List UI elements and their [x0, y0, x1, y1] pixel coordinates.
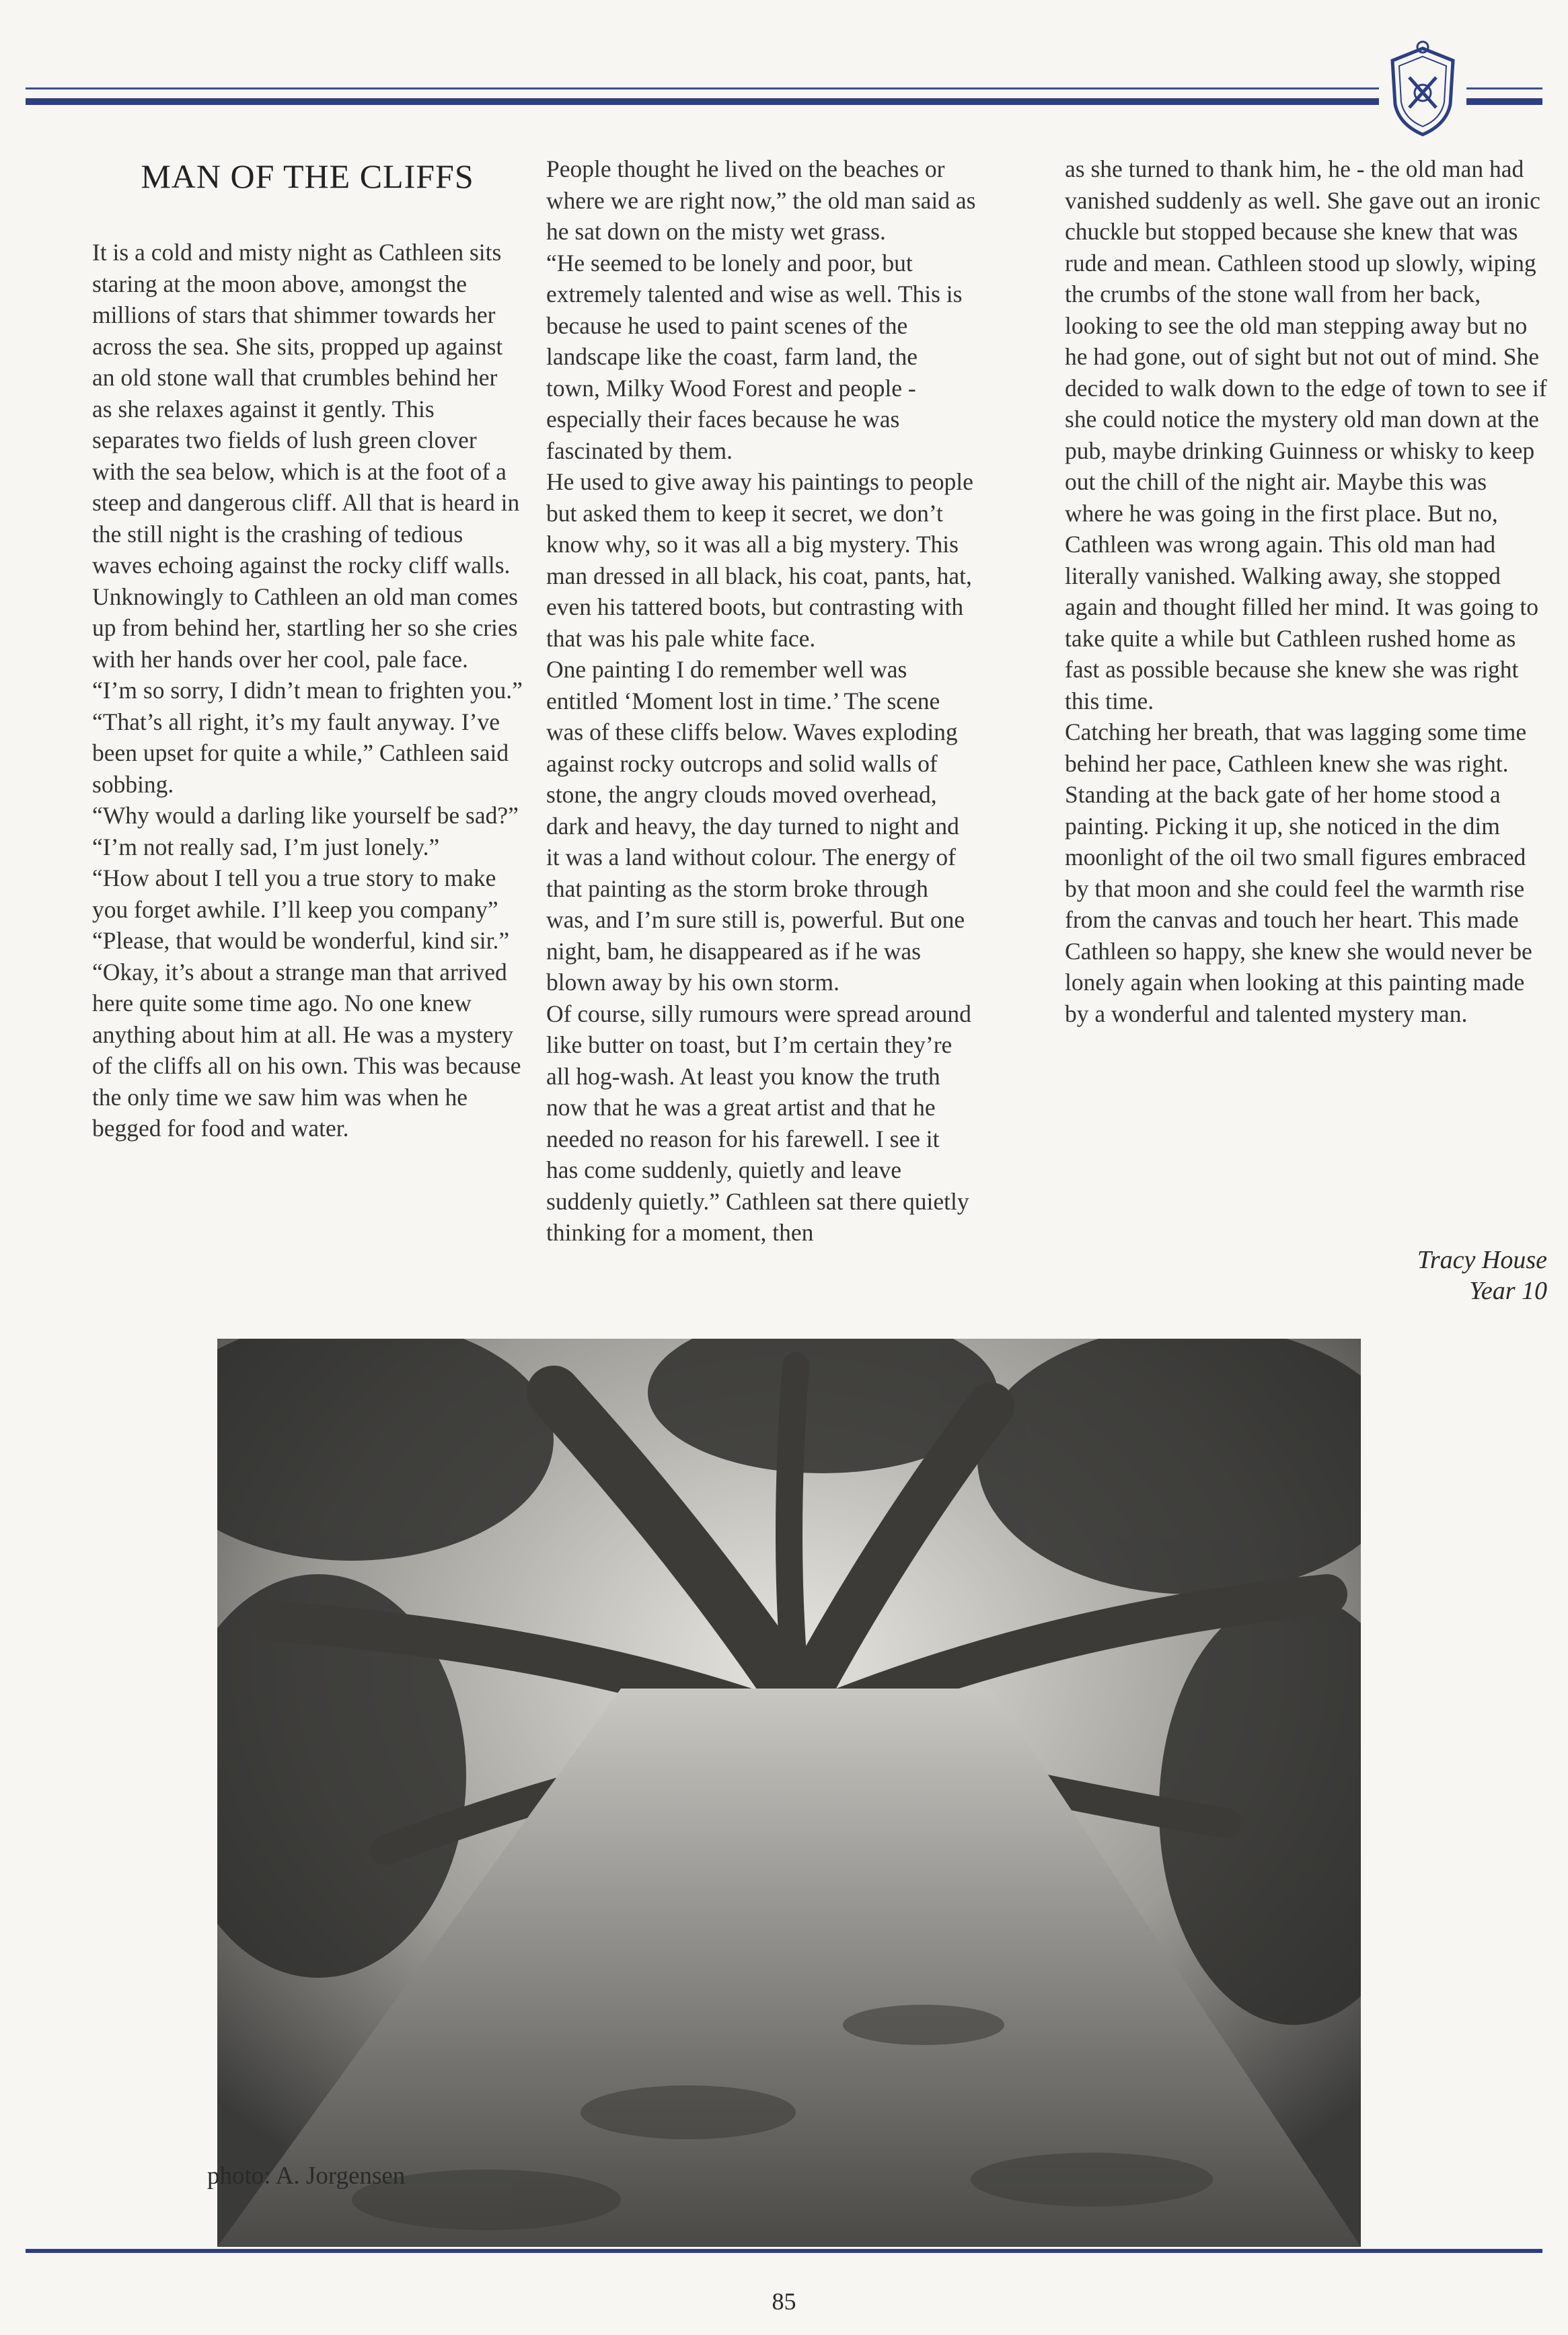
paragraph: Of course, silly rumours were spread around like butter on toast, but I’m certain they’re all hog-wash. At least you know the truth now that he was a great artist and that he needed no reason for his farewell. I see it has come suddenly, quietly and leave suddenly quietly.” Cathleen sat there quietly thinking for a moment, then — [546, 1000, 971, 1246]
page-number: 85 — [772, 2288, 796, 2315]
tree-photo-image — [217, 1339, 1361, 2247]
column-3-body — [1065, 153, 1549, 1029]
paragraph: “Why would a darling like yourself be sad?” — [92, 802, 519, 829]
paragraph: It is a cold and misty night as Cathleen sits staring at the moon above, amongst the millions of stars that shimmer towards her across the sea. She sits, propped up against an old stone wall that crumbles behind her as she relaxes against it gently. This separates two fields of lush green clover with the sea below, which is at the foot of a steep and dangerous cliff. All that is heard in the still night is the crashing of tedious waves echoing against the rocky cliff walls. Unknowingly to Cathleen an old man comes up from behind her, startling her so she cries with her hands over her cool, pale face. — [92, 239, 520, 673]
column-2-body — [546, 153, 977, 1249]
column-1 — [92, 156, 523, 1144]
paragraph: “That’s all right, it’s my fault anyway. I’ve been upset for quite a while,” Cathleen said sobbing. — [92, 708, 509, 798]
column-1-body — [92, 237, 523, 1144]
paragraph: “I’m so sorry, I didn’t mean to frighten you.” — [92, 677, 523, 704]
column-3 — [1065, 153, 1549, 1029]
bottom-rule — [26, 2249, 1542, 2253]
article-title: MAN OF THE CLIFFS — [141, 157, 474, 195]
school-crest-icon — [1379, 40, 1466, 141]
paragraph: People thought he lived on the beaches or where we are right now,” the old man said as he sat down on the misty wet grass. — [546, 155, 976, 245]
author-name: Tracy House — [1417, 1246, 1547, 1274]
author-year: Year 10 — [1469, 1277, 1547, 1305]
paragraph: Catching her breath, that was lagging some time behind her pace, Cathleen knew she was right. Standing at the back gate of her home stood a painting. Picking it up, she noticed in the dim moonlight of the oil two small figures embraced by that moon and she could feel the warmth rise from the canvas and touch her heart. This made Cathleen so happy, she knew she would never be lonely again when looking at this painting made by a wonderful and talented mystery man. — [1065, 718, 1532, 1027]
paragraph: as she turned to thank him, he - the old man had vanished suddenly as well. She gave out an ironic chuckle but stopped because she knew that was rude and mean. Cathleen stood up slowly, wiping the crumbs of the stone wall from her back, looking to see the old man stepping away but no he had gone, out of sight but not out of mind. She decided to walk down to the edge of town to see if she could notice the mystery old man down at the pub, maybe drinking Guinness or whisky to keep out the chill of the night air. Maybe this was where he was going in the first place. But no, Cathleen was wrong again. This old man had literally vanished. Walking away, she stopped again and thought filled her mind. It was going to take quite a while but Cathleen rushed home as fast as possible because she knew she was right this time. — [1065, 155, 1547, 714]
tree-photo — [217, 1339, 1361, 2247]
author-signature — [1278, 1245, 1547, 1306]
paragraph: “I’m not really sad, I’m just lonely.” — [92, 833, 440, 860]
paragraph: “Okay, it’s about a strange man that arrived here quite some time ago. No one knew anything about him at all. He was a mystery of the cliffs all on his own. This was because the only time we saw him was when he begged for food and water. — [92, 958, 521, 1142]
top-rule-thin — [26, 87, 1542, 89]
paragraph: He used to give away his paintings to people but asked them to keep it secret, we don’t know why, so it was all a big mystery. This man dressed in all black, his coat, pants, hat, even his tattered boots, but contrasting with that was his pale white face. — [546, 468, 973, 652]
paragraph: “How about I tell you a true story to make you forget awhile. I’ll keep you company” — [92, 864, 498, 923]
paragraph: One painting I do remember well was entitled ‘Moment lost in time.’ The scene was of these cliffs below. Waves exploding against rocky outcrops and solid walls of stone, the angry clouds moved overhead, dark and heavy, the day turned to night and it was a land without colour. The energy of that painting as the storm broke through was, and I’m sure still is, powerful. But one night, bam, he disappeared as if he was blown away by his own storm. — [546, 656, 965, 996]
photo-caption: photo: A. Jorgensen — [207, 2162, 406, 2190]
paragraph: “He seemed to be lonely and poor, but extremely talented and wise as well. This is because he used to paint scenes of the landscape like the coast, farm land, the town, Milky Wood Forest and people - especially their faces because he was fascinated by them. — [546, 249, 963, 464]
column-2 — [546, 153, 977, 1249]
paragraph: “Please, that would be wonderful, kind sir.” — [92, 927, 510, 954]
top-rule-thick — [26, 98, 1542, 105]
